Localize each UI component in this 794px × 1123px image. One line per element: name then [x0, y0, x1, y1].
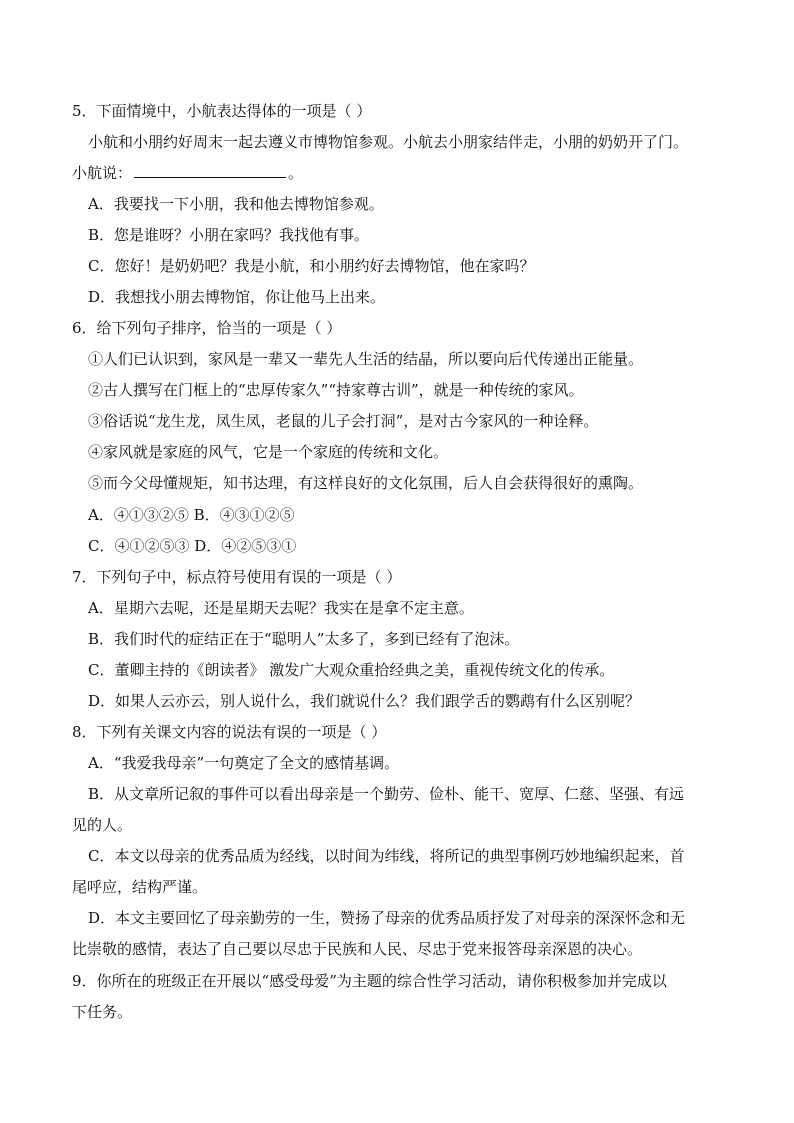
- question-6-sentence-2: ②古人撰写在门框上的“忠厚传家久”“持家尊古训”，就是一种传统的家风。: [88, 381, 584, 399]
- question-7-stem: 7．下列句子中，标点符号使用有误的一项是（ ）: [72, 568, 402, 586]
- question-6-stem: 6．给下列句子排序，恰当的一项是（ ）: [72, 319, 342, 337]
- question-5-option-b: B．您是谁呀？小朋在家吗？我找他有事。: [88, 226, 370, 244]
- question-6-options-row-1: A．④①③②⑤ B．④③①②⑤: [88, 506, 295, 524]
- question-5-stem: 5．下面情境中，小航表达得体的一项是（ ）: [72, 102, 372, 120]
- question-7-option-a: A．星期六去呢，还是星期天去呢？我实在是拿不定主意。: [88, 599, 474, 617]
- question-9-stem: 9．你所在的班级正在开展以“感受母爱”为主题的综合性学习活动，请你积极参加并完成以: [72, 972, 667, 990]
- question-5-response-line: [72, 163, 732, 183]
- question-6-sentence-4: ④家风就是家庭的风气，它是一个家庭的传统和文化。: [88, 443, 449, 461]
- answer-blank: [134, 163, 286, 178]
- question-7-option-c: C．董卿主持的《朗读者》 激发广大观众重拾经典之美，重视传统文化的传承。: [88, 661, 615, 679]
- question-8-option-b: B．从文章所记叙的事件可以看出母亲是一个勤劳、俭朴、能干、宽厚、仁慈、坚强、有远: [88, 785, 685, 803]
- question-5-response-prefix: 小航说：: [72, 164, 133, 182]
- question-8-option-d: D．本文主要回忆了母亲勤劳的一生，赞扬了母亲的优秀品质抒发了对母亲的深深怀念和无: [88, 909, 686, 927]
- question-6-options-row-2: C．④①②⑤③ D．④②⑤③①: [88, 537, 297, 555]
- question-5-option-c: C．您好！是奶奶吧？我是小航，和小朋约好去博物馆，他在家吗？: [88, 257, 535, 275]
- question-7-option-d: D．如果人云亦云，别人说什么，我们就说什么？我们跟学舌的鹦鹉有什么区别呢？: [88, 692, 641, 710]
- question-8-option-a: A．“我爱我母亲”一句奠定了全文的感情基调。: [88, 754, 400, 772]
- question-5-context: 小航和小朋约好周末一起去遵义市博物馆参观。小航去小朋家结伴走，小朋的奶奶开了门。: [88, 133, 689, 151]
- question-5-option-a: A．我要找一下小朋，我和他去博物馆参观。: [88, 195, 384, 213]
- question-8-option-b-cont: 见的人。: [72, 816, 133, 834]
- question-8-option-c: C．本文以母亲的优秀品质为经线，以时间为纬线，将所记的典型事例巧妙地编织起来，首: [88, 847, 685, 865]
- question-8-option-c-cont: 尾呼应，结构严谨。: [72, 878, 208, 896]
- question-6-sentence-1: ①人们已认识到，家风是一辈又一辈先人生活的结晶，所以要向后代传递出正能量。: [88, 350, 644, 368]
- question-9-stem-cont: 下任务。: [72, 1003, 133, 1021]
- question-5-option-d: D．我想找小朋去博物馆，你让他马上出来。: [88, 288, 386, 306]
- question-5-response-suffix: 。: [288, 164, 304, 182]
- question-6-sentence-3: ③俗话说“龙生龙，凤生凤，老鼠的儿子会打洞”，是对古今家风的一种诠释。: [88, 412, 599, 430]
- question-6-sentence-5: ⑤而今父母懂规矩，知书达理，有这样良好的文化氛围，后人自会获得很好的熏陶。: [88, 474, 644, 492]
- question-8-option-d-cont: 比崇敬的感情，表达了自己要以尽忠于民族和人民、尽忠于党来报答母亲深恩的决心。: [72, 940, 643, 958]
- question-7-option-b: B．我们时代的症结正在于“聪明人”太多了，多到已经有了泡沫。: [88, 630, 520, 648]
- question-8-stem: 8．下列有关课文内容的说法有误的一项是（ ）: [72, 723, 387, 741]
